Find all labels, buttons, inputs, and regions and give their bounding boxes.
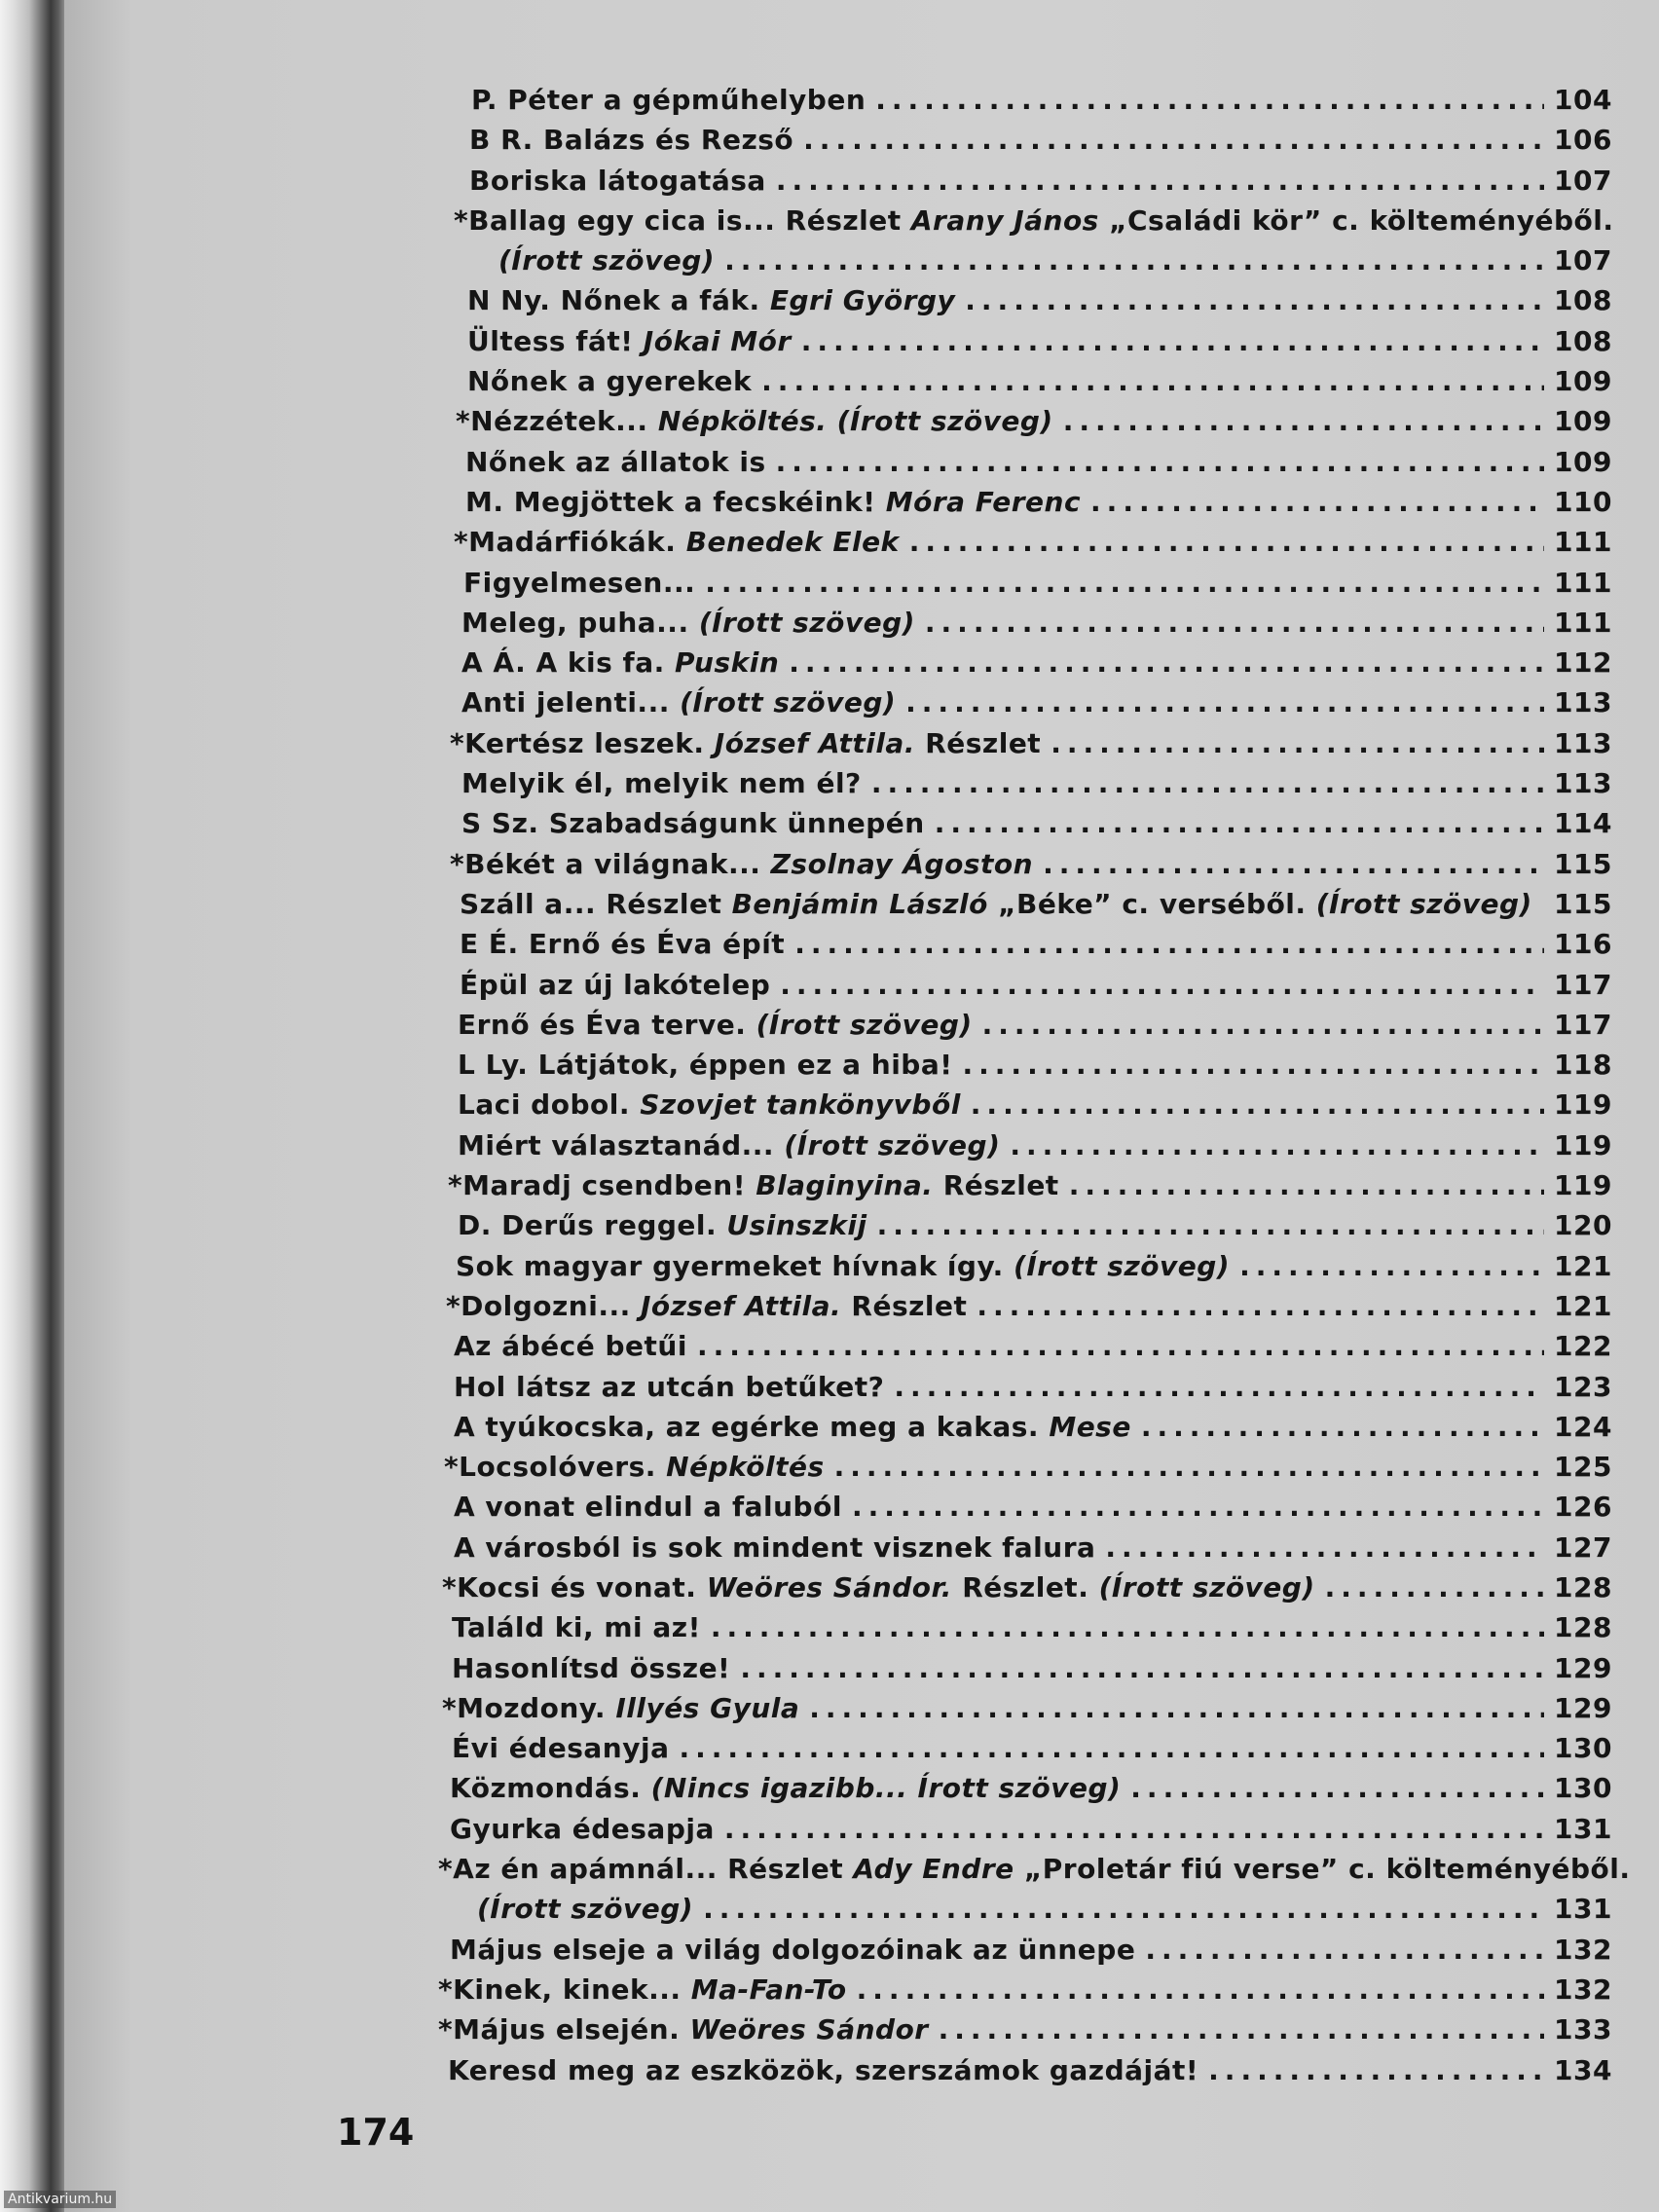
toc-entry-author: József Attila.	[714, 726, 915, 759]
toc-entry-text: Ernő és Éva terve.	[458, 1008, 756, 1041]
toc-entry-text: *Madárfiókák.	[454, 526, 686, 559]
toc-entry	[467, 361, 1612, 401]
toc-entry-text: Nőnek a gyerekek	[467, 365, 753, 398]
toc-leader-dots	[852, 1487, 1544, 1527]
toc-leader-dots	[1105, 1528, 1544, 1567]
toc-page-number: 122	[1554, 1330, 1612, 1363]
toc-entry-text: S Sz. Szabadságunk ünnepén	[461, 807, 925, 840]
toc-leader-dots	[697, 1326, 1544, 1366]
toc-leader-dots	[935, 803, 1544, 843]
toc-entry-text: „Proletár fiú verse” c. költeményéből.	[1014, 1853, 1631, 1886]
toc-leader-dots	[724, 240, 1544, 280]
toc-entry-author: Jókai Mór	[643, 324, 792, 357]
toc-leader-dots	[1141, 1407, 1544, 1447]
toc-entry-title	[444, 1447, 825, 1487]
toc-page-number: 106	[1554, 124, 1612, 157]
toc-entry-title	[454, 1367, 884, 1407]
toc-entry-text: „Családi kör” c. költeményéből.	[1098, 203, 1614, 237]
toc-page-number: 108	[1554, 324, 1612, 357]
toc-entry-text: *Május elsején.	[438, 2013, 690, 2046]
toc-entry	[477, 1889, 1612, 1929]
table-of-contents	[428, 80, 1631, 2090]
toc-entry	[471, 80, 1612, 120]
toc-page-number: 111	[1554, 566, 1612, 599]
toc-entry-text: *Kertész leszek.	[450, 726, 715, 759]
toc-leader-dots	[871, 763, 1544, 803]
toc-entry-title	[452, 1728, 670, 1768]
toc-leader-dots	[1145, 1930, 1544, 1970]
toc-leader-dots	[965, 280, 1544, 320]
toc-entry	[498, 240, 1612, 280]
toc-entry-title	[460, 884, 1532, 924]
toc-entry-text: M. Megjöttek a fecskéink!	[465, 485, 886, 518]
toc-page-number: 128	[1554, 1611, 1612, 1644]
toc-page-number: 119	[1554, 1088, 1612, 1122]
toc-entry-author: Ma-Fan-To	[690, 1972, 847, 2006]
toc-leader-dots	[1043, 844, 1544, 884]
toc-entry-author: Benedek Elek	[685, 526, 900, 559]
toc-leader-dots	[803, 120, 1544, 160]
toc-entry-text: Épül az új lakótelep	[460, 968, 771, 1001]
toc-entry-text: L Ly. Látjátok, éppen ez a hiba!	[458, 1049, 953, 1082]
toc-leader-dots	[703, 1889, 1544, 1929]
toc-entry	[460, 965, 1612, 1005]
toc-entry	[461, 603, 1612, 643]
toc-entry	[448, 2050, 1612, 2090]
toc-entry	[458, 1085, 1612, 1124]
toc-entry	[452, 1728, 1612, 1768]
toc-entry-title	[438, 1970, 847, 2009]
toc-entry-author: Szovjet tankönyvből	[640, 1088, 961, 1122]
toc-entry-author: Egri György	[769, 284, 956, 317]
toc-entry-title	[458, 1205, 867, 1245]
toc-entry-title	[438, 1849, 1631, 1889]
toc-entry	[442, 1567, 1612, 1607]
toc-leader-dots	[1010, 1125, 1544, 1165]
toc-page-number: 119	[1554, 1169, 1612, 1202]
toc-entry	[454, 1407, 1612, 1447]
toc-entry	[456, 401, 1612, 441]
toc-entry	[454, 1367, 1612, 1407]
toc-page-number: 111	[1554, 606, 1612, 639]
toc-entry	[454, 201, 1612, 240]
toc-entry	[438, 1970, 1612, 2009]
toc-page-number: 113	[1554, 767, 1612, 800]
toc-leader-dots	[1542, 884, 1544, 924]
toc-entry-text: Évi édesanyja	[452, 1732, 670, 1765]
toc-entry-title	[458, 1005, 973, 1045]
toc-entry-author: Illyés Gyula	[615, 1691, 800, 1724]
toc-entry-text: Találd ki, mi az!	[452, 1611, 701, 1644]
toc-entry-author: (Írott szöveg)	[477, 1893, 694, 1926]
toc-entry	[458, 1005, 1612, 1045]
toc-entry-text: Nőnek az állatok is	[465, 445, 766, 478]
toc-entry	[450, 1768, 1612, 1808]
toc-leader-dots	[905, 682, 1544, 722]
toc-entry-author: (Írott szöveg)	[1098, 1570, 1315, 1604]
toc-entry	[450, 1930, 1612, 1970]
toc-entry	[450, 844, 1612, 884]
toc-entry	[458, 1125, 1612, 1165]
toc-leader-dots	[761, 361, 1544, 401]
toc-page-number: 114	[1554, 807, 1612, 840]
toc-leader-dots	[801, 321, 1544, 361]
toc-entry-title	[460, 924, 785, 964]
toc-entry-title	[465, 442, 766, 482]
toc-leader-dots	[789, 643, 1544, 682]
toc-leader-dots	[925, 603, 1544, 643]
toc-entry-title	[450, 844, 1033, 884]
toc-entry-text: *Az én apámnál... Részlet	[438, 1853, 854, 1886]
toc-entry	[458, 1205, 1612, 1245]
toc-leader-dots	[1069, 1165, 1544, 1205]
toc-entry	[448, 1165, 1612, 1205]
toc-entry-author: Mese	[1049, 1410, 1131, 1443]
toc-entry-text: Keresd meg az eszközök, szerszámok gazdáját!	[448, 2053, 1199, 2086]
toc-entry-title	[456, 1246, 1230, 1286]
toc-entry-title	[450, 1930, 1135, 1970]
page-number: 174	[337, 2111, 415, 2154]
toc-leader-dots	[894, 1367, 1544, 1407]
toc-entry-text: *Nézzétek...	[456, 405, 658, 438]
toc-leader-dots	[909, 522, 1544, 562]
toc-entry-text: *Ballag egy cica is... Részlet	[454, 203, 911, 237]
toc-leader-dots	[780, 965, 1544, 1005]
toc-page-number: 111	[1554, 526, 1612, 559]
toc-entry-author: Móra Ferenc	[885, 485, 1082, 518]
toc-entry	[461, 682, 1612, 722]
toc-entry-title	[452, 1607, 701, 1647]
toc-leader-dots	[724, 1809, 1544, 1849]
toc-page-number: 134	[1554, 2053, 1612, 2086]
toc-entry-author: Usinszkij	[726, 1209, 867, 1242]
toc-entry-author: (Írott szöveg)	[498, 244, 716, 277]
toc-entry-title	[461, 643, 779, 682]
toc-entry-title	[465, 482, 1081, 522]
toc-entry	[467, 321, 1612, 361]
toc-entry-text: Hasonlítsd össze!	[452, 1651, 731, 1684]
toc-entry	[438, 1849, 1631, 1889]
toc-entry-title	[456, 401, 1053, 441]
toc-entry-text: A vonat elindul a faluból	[454, 1491, 842, 1524]
toc-leader-dots	[834, 1447, 1544, 1487]
toc-entry-title	[467, 361, 752, 401]
toc-entry-author: (Nincs igazibb... Írott szöveg)	[650, 1772, 1122, 1805]
toc-entry-title	[454, 522, 900, 562]
toc-entry	[454, 1487, 1612, 1527]
toc-page-number: 124	[1554, 1410, 1612, 1443]
toc-entry	[438, 2009, 1612, 2049]
toc-leader-dots	[1239, 1246, 1544, 1286]
toc-entry-author: Puskin	[675, 646, 780, 680]
toc-entry-text: Boriska látogatása	[469, 164, 766, 197]
toc-page-number: 133	[1554, 2013, 1612, 2046]
toc-page-number: 117	[1554, 1008, 1612, 1041]
toc-entry	[456, 1246, 1612, 1286]
toc-entry-author: (Írott szöveg)	[1315, 887, 1532, 920]
toc-entry-author: (Írott szöveg)	[784, 1128, 1001, 1161]
toc-entry-title	[467, 321, 792, 361]
toc-leader-dots	[982, 1005, 1544, 1045]
toc-entry-text: *Kinek, kinek...	[438, 1972, 691, 2006]
toc-page-number: 132	[1554, 1972, 1612, 2006]
toc-leader-dots	[1208, 2050, 1544, 2090]
toc-leader-dots	[705, 563, 1544, 603]
toc-entry-text: Május elseje a világ dolgozóinak az ünnepe	[450, 1933, 1136, 1966]
toc-entry-title	[446, 1286, 967, 1326]
toc-page-number: 129	[1554, 1651, 1612, 1684]
toc-entry-title	[458, 1085, 961, 1124]
toc-entry-text: *Locsolóvers.	[444, 1451, 667, 1484]
toc-entry-title	[454, 1487, 842, 1527]
toc-entry-text: Anti jelenti...	[461, 686, 681, 719]
toc-entry	[442, 1688, 1612, 1728]
toc-page-number: 109	[1554, 405, 1612, 438]
toc-entry-title	[461, 603, 915, 643]
toc-entry-author: Weöres Sándor	[689, 2013, 929, 2046]
book-spine	[0, 0, 64, 2212]
toc-entry-text: E É. Ernő és Éva épít	[460, 928, 786, 961]
toc-entry-title	[458, 1125, 1000, 1165]
toc-entry-title	[450, 723, 1041, 763]
toc-entry	[450, 1809, 1612, 1849]
toc-entry-text: Gyurka édesapja	[450, 1812, 715, 1845]
toc-page-number: 104	[1554, 84, 1612, 116]
toc-entry-title	[467, 280, 955, 320]
toc-leader-dots	[877, 1205, 1544, 1245]
toc-leader-dots	[711, 1607, 1544, 1647]
toc-entry-text: *Dolgozni...	[446, 1289, 641, 1322]
toc-entry	[446, 1286, 1612, 1326]
toc-entry-author: Ady Endre	[853, 1853, 1014, 1886]
toc-entry	[460, 924, 1612, 964]
toc-entry-text: Száll a... Részlet	[460, 887, 732, 920]
toc-entry-text: Részlet.	[951, 1570, 1099, 1604]
toc-entry-author: (Írott szöveg)	[756, 1008, 973, 1041]
toc-entry-title	[454, 1407, 1131, 1447]
toc-entry-text: Részlet	[841, 1289, 968, 1322]
toc-leader-dots	[809, 1688, 1544, 1728]
toc-entry-text: Melyik él, melyik nem él?	[461, 767, 862, 800]
toc-entry-text: Figyelmesen...	[463, 566, 696, 599]
toc-entry-text: P. Péter a gépműhelyben	[471, 84, 866, 116]
toc-page-number: 112	[1554, 646, 1612, 680]
toc-entry-title	[469, 120, 793, 160]
toc-leader-dots	[740, 1648, 1544, 1688]
toc-page-number: 125	[1554, 1451, 1612, 1484]
toc-page-number: 116	[1554, 928, 1612, 961]
toc-entry-text: A Á. A kis fa.	[461, 646, 676, 680]
toc-entry	[454, 1528, 1612, 1567]
toc-page-number: 107	[1554, 164, 1612, 197]
toc-entry-title	[471, 80, 866, 120]
toc-leader-dots	[794, 924, 1544, 964]
toc-page-number: 131	[1554, 1812, 1612, 1845]
toc-page-number: 128	[1554, 1570, 1612, 1604]
toc-entry-title	[460, 965, 770, 1005]
toc-entry-text: Részlet	[933, 1169, 1059, 1202]
toc-page-number: 119	[1554, 1128, 1612, 1161]
toc-entry-title	[454, 1326, 687, 1366]
toc-entry-text: Ültess fát!	[467, 324, 644, 357]
toc-entry	[454, 522, 1612, 562]
toc-entry-text: *Mozdony.	[442, 1691, 616, 1724]
toc-leader-dots	[1063, 401, 1544, 441]
toc-entry-text: Miért választanád...	[458, 1128, 785, 1161]
toc-leader-dots	[939, 2009, 1544, 2049]
toc-page-number: 117	[1554, 968, 1612, 1001]
toc-entry-title	[454, 1528, 1095, 1567]
toc-entry-author: Népköltés. (Írott szöveg)	[657, 405, 1053, 438]
toc-entry-text: *Békét a világnak...	[450, 847, 771, 880]
toc-entry	[450, 723, 1612, 763]
toc-entry-title	[448, 2050, 1198, 2090]
toc-entry-text: Sok magyar gyermeket hívnak így.	[456, 1249, 1014, 1282]
toc-entry-text: Hol látsz az utcán betűket?	[454, 1370, 885, 1403]
toc-entry-author: Zsolnay Ágoston	[770, 847, 1034, 880]
toc-page-number: 118	[1554, 1049, 1612, 1082]
toc-entry-text: N Ny. Nőnek a fák.	[467, 284, 770, 317]
toc-leader-dots	[963, 1045, 1545, 1085]
toc-page-number: 110	[1554, 485, 1612, 518]
toc-page-number: 131	[1554, 1893, 1612, 1926]
toc-entry-author: (Írott szöveg)	[680, 686, 897, 719]
toc-entry-title	[477, 1889, 693, 1929]
toc-entry	[454, 1326, 1612, 1366]
toc-page-number: 115	[1554, 847, 1612, 880]
toc-leader-dots	[1130, 1768, 1544, 1808]
toc-entry-title	[469, 161, 766, 201]
toc-page-number: 123	[1554, 1370, 1612, 1403]
toc-entry-title	[452, 1648, 730, 1688]
toc-page-number: 113	[1554, 686, 1612, 719]
toc-entry-title	[461, 763, 862, 803]
toc-entry	[461, 763, 1612, 803]
toc-page-number: 107	[1554, 244, 1612, 277]
toc-entry-text: Közmondás.	[450, 1772, 651, 1805]
toc-entry	[463, 563, 1612, 603]
toc-leader-dots	[857, 1970, 1544, 2009]
toc-entry	[444, 1447, 1612, 1487]
watermark: Antikvarium.hu	[4, 2191, 116, 2208]
toc-page-number: 108	[1554, 284, 1612, 317]
toc-entry-title	[463, 563, 695, 603]
toc-page-number: 120	[1554, 1209, 1612, 1242]
toc-page-number: 126	[1554, 1491, 1612, 1524]
toc-entry-author: Benjámin László	[731, 887, 988, 920]
toc-entry	[465, 442, 1612, 482]
toc-entry	[458, 1045, 1612, 1085]
toc-entry	[461, 803, 1612, 843]
toc-page-number: 115	[1554, 887, 1612, 920]
toc-entry-text: *Maradj csendben!	[448, 1169, 756, 1202]
toc-entry-author: Népköltés	[666, 1451, 825, 1484]
toc-entry-text: „Béke” c. verséből.	[987, 887, 1316, 920]
toc-entry	[460, 884, 1612, 924]
toc-leader-dots	[680, 1728, 1545, 1768]
toc-leader-dots	[875, 80, 1544, 120]
toc-entry	[469, 120, 1612, 160]
toc-page-number: 127	[1554, 1530, 1612, 1564]
toc-entry-author: (Írott szöveg)	[698, 606, 915, 639]
toc-page-number: 113	[1554, 726, 1612, 759]
toc-entry-text: Meleg, puha...	[461, 606, 699, 639]
toc-entry-author: (Írott szöveg)	[1014, 1249, 1231, 1282]
toc-entry-text: A tyúkocska, az egérke meg a kakas.	[454, 1410, 1050, 1443]
toc-leader-dots	[971, 1085, 1544, 1124]
toc-entry-title	[438, 2009, 929, 2049]
toc-entry-title	[442, 1688, 799, 1728]
toc-leader-dots	[1325, 1567, 1544, 1607]
toc-page-number: 109	[1554, 445, 1612, 478]
toc-entry	[452, 1648, 1612, 1688]
toc-entry-text: A városból is sok mindent visznek falura	[454, 1530, 1096, 1564]
toc-page-number: 130	[1554, 1772, 1612, 1805]
toc-page-number: 130	[1554, 1732, 1612, 1765]
toc-page-number: 129	[1554, 1691, 1612, 1724]
toc-entry-title	[461, 682, 896, 722]
toc-entry-title	[498, 240, 715, 280]
toc-page-number: 109	[1554, 365, 1612, 398]
toc-entry-text: D. Derűs reggel.	[458, 1209, 727, 1242]
toc-page-number: 132	[1554, 1933, 1612, 1966]
toc-entry-author: Arany János	[910, 203, 1099, 237]
toc-entry-title	[458, 1045, 953, 1085]
toc-entry-title	[442, 1567, 1315, 1607]
toc-leader-dots	[776, 161, 1544, 201]
toc-entry-title	[454, 201, 1614, 240]
toc-entry-author: József Attila.	[640, 1289, 842, 1322]
toc-entry	[465, 482, 1612, 522]
toc-entry-text: Laci dobol.	[458, 1088, 641, 1122]
toc-entry	[467, 280, 1612, 320]
toc-entry-title	[461, 803, 925, 843]
toc-page-number: 121	[1554, 1289, 1612, 1322]
toc-leader-dots	[1090, 482, 1544, 522]
toc-entry	[469, 161, 1612, 201]
toc-entry-author: Weöres Sándor.	[706, 1570, 952, 1604]
toc-leader-dots	[1051, 723, 1544, 763]
toc-entry-title	[450, 1809, 715, 1849]
toc-entry-text: Az ábécé betűi	[454, 1330, 687, 1363]
toc-entry	[461, 643, 1612, 682]
toc-leader-dots	[776, 442, 1544, 482]
toc-entry-author: Blaginyina.	[756, 1169, 934, 1202]
toc-leader-dots	[977, 1286, 1544, 1326]
toc-page-number: 121	[1554, 1249, 1612, 1282]
toc-entry-text: Részlet	[914, 726, 1042, 759]
toc-entry	[452, 1607, 1612, 1647]
toc-entry-title	[450, 1768, 1121, 1808]
toc-entry-title	[448, 1165, 1059, 1205]
toc-entry-text: B R. Balázs és Rezső	[469, 124, 794, 157]
toc-entry-text: *Kocsi és vonat.	[442, 1570, 707, 1604]
